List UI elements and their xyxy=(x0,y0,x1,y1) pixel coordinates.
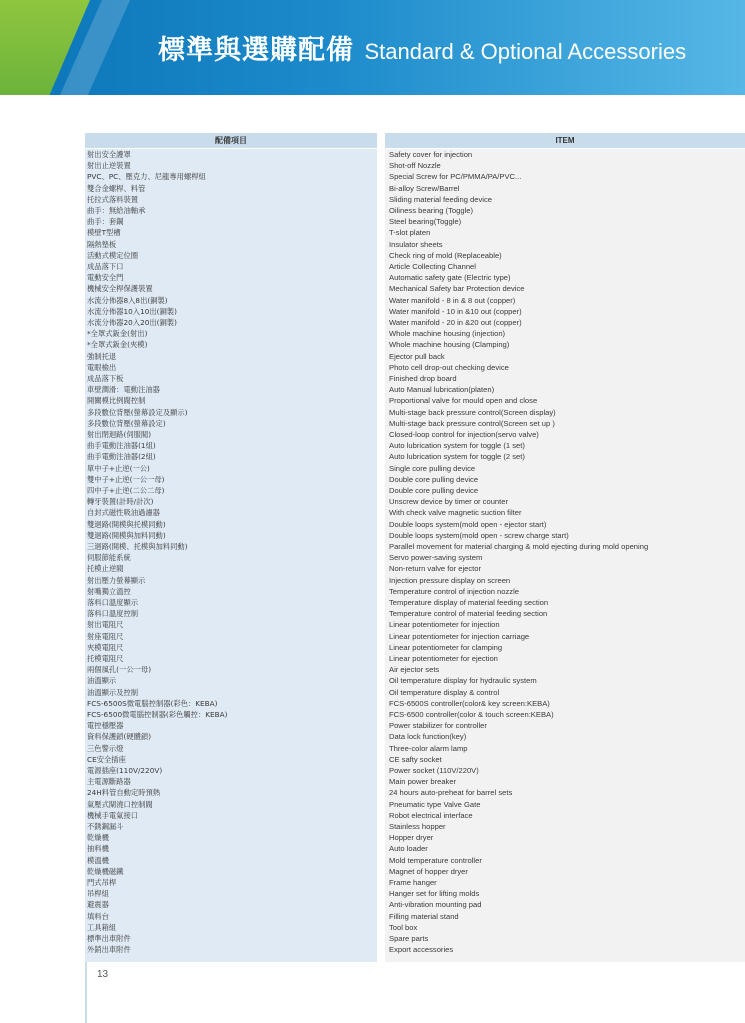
item-name-zh: 兩個風孔(一公一母) xyxy=(87,665,152,675)
table-row xyxy=(85,821,745,832)
item-name-en: Sliding material feeding device xyxy=(389,194,492,204)
item-name-zh: 曲手：無給油軸承 xyxy=(87,206,146,215)
item-name-zh: 主電源斷路器 xyxy=(87,777,131,787)
item-name-en: Export accessories xyxy=(389,945,454,955)
item-name-zh: 電眼檢出 xyxy=(87,362,117,372)
item-name-zh: 活動式模定位圈 xyxy=(87,250,139,260)
item-name-en: Spare parts xyxy=(389,934,429,943)
item-name-zh: 射出止逆裝置 xyxy=(87,161,131,171)
item-name-zh: 不銹鋼漏斗 xyxy=(87,822,124,831)
item-name-zh: 油溫顯示及控制 xyxy=(87,687,139,697)
item-name-zh: 四中子+止逆(二公二母) xyxy=(87,486,165,495)
item-name-en: Water manifold - 20 in &20 out (copper) xyxy=(389,318,522,327)
item-name-zh: FCS-6500微電腦控制器(彩色觸控：KEBA) xyxy=(87,710,228,719)
table-row xyxy=(85,619,745,630)
item-name-en: Special Screw for PC/PMMA/PA/PVC... xyxy=(389,172,522,182)
table-row xyxy=(85,451,745,462)
item-name-zh: 雙中子+止逆(一公一母) xyxy=(87,474,165,484)
item-name-zh: 射嘴獨立溫控 xyxy=(87,586,131,596)
table-row xyxy=(85,519,745,530)
item-name-zh: 托模電阻尺 xyxy=(87,654,124,663)
item-name-zh: 車壁潤滑：電動注油器 xyxy=(87,385,160,395)
item-name-zh: CE安全插座 xyxy=(87,754,126,764)
header-banner xyxy=(0,0,745,95)
item-name-zh: 落料口溫度顯示 xyxy=(87,598,139,607)
table-row xyxy=(85,328,745,339)
item-name-en: Filling material stand xyxy=(389,911,459,921)
item-name-en: T-slot platen xyxy=(389,228,431,238)
table-row xyxy=(85,944,745,955)
item-name-zh: *全罩式鈑金(射出) xyxy=(87,329,148,339)
item-name-zh: 標準出車附件 xyxy=(87,934,131,943)
item-name-en: Double loops system(mold open - screw charge start) xyxy=(389,530,569,540)
table-row xyxy=(85,418,745,429)
item-name-en: Water manifold - 8 in & 8 out (copper) xyxy=(389,295,516,305)
item-name-en: Automatic safety gate (Electric type) xyxy=(389,273,511,283)
table-row xyxy=(85,631,745,642)
item-name-en: Non-return valve for ejector xyxy=(389,564,482,574)
header-item-zh: 配備項目 xyxy=(85,133,377,148)
item-name-en: 24 hours auto-preheat for barrel sets xyxy=(389,788,513,798)
header-item-en: ITEM xyxy=(385,133,745,148)
table-row xyxy=(85,787,745,798)
item-name-zh: 成品落下板 xyxy=(87,374,124,383)
item-name-en: Insulator sheets xyxy=(389,239,443,249)
item-name-zh: 雙迴路(開模與托模同動) xyxy=(87,519,166,529)
item-name-en: Frame hanger xyxy=(389,878,437,887)
item-name-zh: 射出安全護罩 xyxy=(87,150,131,159)
table-row xyxy=(85,306,745,317)
item-name-zh: 機械安全桿保護裝置 xyxy=(87,284,153,294)
table-row xyxy=(85,597,745,608)
item-name-en: Temperature control of injection nozzle xyxy=(389,586,520,596)
item-name-en: Double core pulling device xyxy=(389,486,479,495)
table-row xyxy=(85,429,745,440)
item-name-zh: 射出閉迴路(伺服閥) xyxy=(87,430,152,439)
table-row xyxy=(85,586,745,597)
item-name-en: Multi-stage back pressure control(Screen display) xyxy=(389,407,556,417)
item-name-zh: 門式吊桿 xyxy=(87,878,117,887)
item-name-zh: 三迴路(開模、托模與加料同動) xyxy=(87,542,188,551)
item-name-en: Temperature display of material feeding section xyxy=(389,598,549,607)
table-row xyxy=(85,362,745,373)
table-row xyxy=(85,810,745,821)
item-name-zh: 落料口溫度控制 xyxy=(87,609,139,619)
table-row xyxy=(85,507,745,518)
item-name-en: Mold temperature controller xyxy=(389,855,482,865)
item-name-en: Ejector pull back xyxy=(389,351,445,361)
item-name-en: Hanger set for lifting molds xyxy=(389,889,480,899)
item-name-en: Linear potentiometer for clamping xyxy=(389,642,503,652)
table-row xyxy=(85,373,745,384)
table-row xyxy=(85,687,745,698)
table-row xyxy=(85,283,745,294)
table-row xyxy=(85,575,745,586)
table-row xyxy=(85,171,745,182)
item-name-zh: FCS-6500S微電腦控制器(彩色：KEBA) xyxy=(87,698,218,708)
item-name-zh: 電源插座(110V/220V) xyxy=(87,766,163,775)
item-name-en: Bi-alloy Screw/Barrel xyxy=(389,183,460,193)
item-name-en: Stainless hopper xyxy=(389,822,446,831)
item-name-zh: 自封式磁性吸油過濾器 xyxy=(87,508,160,518)
item-name-zh: 曲手電動注油器(1組) xyxy=(87,441,156,451)
item-name-zh: *全罩式鈑金(夾模) xyxy=(87,340,148,350)
item-name-zh: 乾燥機磁鐵 xyxy=(87,866,124,876)
table-row xyxy=(85,832,745,843)
item-name-en: Auto Manual lubrication(platen) xyxy=(389,385,495,395)
table-row xyxy=(85,843,745,854)
item-name-en: Hopper dryer xyxy=(389,833,434,843)
item-name-zh: 資料保護鎖(硬體鎖) xyxy=(87,732,152,742)
table-row xyxy=(85,675,745,686)
item-name-zh: 曲手：套鋼 xyxy=(87,217,124,227)
item-name-en: Power socket (110V/220V) xyxy=(389,766,479,775)
table-row xyxy=(85,776,745,787)
table-row xyxy=(85,239,745,250)
table-row xyxy=(85,933,745,944)
page-title-en: Standard & Optional Accessories xyxy=(364,39,687,64)
item-name-zh: 射出壓力螢幕顯示 xyxy=(87,575,146,585)
item-name-en: Auto lubrication system for toggle (2 set) xyxy=(389,452,525,462)
table-row xyxy=(85,194,745,205)
table-row xyxy=(85,855,745,866)
table-row xyxy=(85,720,745,731)
item-name-en: Auto lubrication system for toggle (1 set) xyxy=(389,441,525,451)
table-row xyxy=(85,698,745,709)
table-row xyxy=(85,541,745,552)
item-name-zh: 抽料機 xyxy=(87,844,109,854)
item-name-zh: 雙迴路(開模與加料同動) xyxy=(87,530,166,540)
item-name-zh: 外銷出車附件 xyxy=(87,945,131,955)
accessories-table xyxy=(85,133,745,962)
table-row xyxy=(85,799,745,810)
item-name-zh: 24H料管自動定時預熱 xyxy=(87,788,161,798)
item-name-zh: 工具箱組 xyxy=(87,922,117,932)
item-name-zh: 多段數位背壓(螢幕設定及顯示) xyxy=(87,407,188,417)
item-name-zh: 水流分佈器10入10出(銅製) xyxy=(87,306,177,316)
item-name-en: Air ejector sets xyxy=(389,665,440,675)
item-name-zh: 乾燥機 xyxy=(87,833,109,843)
item-name-zh: 夾模電阻尺 xyxy=(87,642,124,652)
table-header xyxy=(85,133,745,148)
item-name-en: Check ring of mold (Replaceable) xyxy=(389,250,502,260)
table-row xyxy=(85,530,745,541)
item-name-zh: PVC、PC、壓克力、尼龍專用螺桿組 xyxy=(87,172,206,182)
item-name-en: Main power breaker xyxy=(389,777,457,787)
table-row xyxy=(85,496,745,507)
item-name-en: With check valve magnetic suction filter xyxy=(389,508,522,518)
item-name-zh: 水流分佈器8入8出(銅製) xyxy=(87,295,168,305)
item-name-zh: 機械手電氣接口 xyxy=(87,810,139,820)
item-name-zh: 雙合金螺桿、料管 xyxy=(87,183,146,193)
table-row xyxy=(85,731,745,742)
item-name-zh: 模壁T型槽 xyxy=(87,228,121,238)
item-name-en: Oiliness bearing (Toggle) xyxy=(389,206,473,215)
table-row xyxy=(85,317,745,328)
table-row xyxy=(85,866,745,877)
item-name-en: Servo power-saving system xyxy=(389,553,483,563)
page-number-rule xyxy=(85,962,87,1023)
item-name-zh: 多段數位背壓(螢幕設定) xyxy=(87,418,166,428)
item-name-en: FCS-6500S controller(color& key screen:KEBA) xyxy=(389,698,550,708)
item-name-en: Injection pressure display on screen xyxy=(389,575,511,585)
item-name-en: Shot-off Nozzle xyxy=(389,161,441,171)
item-name-en: Closed-loop control for injection(servo valve) xyxy=(389,430,539,439)
item-name-zh: 氣壓式閘澆口控制閥 xyxy=(87,799,153,809)
item-name-zh: 開關模比例閥控制 xyxy=(87,396,146,406)
item-name-zh: 水流分佈器20入20出(銅製) xyxy=(87,318,177,327)
table-row xyxy=(85,922,745,933)
item-name-en: Temperature control of material feeding section xyxy=(389,609,548,619)
table-row xyxy=(85,485,745,496)
table-row xyxy=(85,261,745,272)
item-name-zh: 托拉式落料裝置 xyxy=(87,194,139,204)
item-name-zh: 伺服節能系統 xyxy=(87,553,131,563)
table-row xyxy=(85,205,745,216)
table-row xyxy=(85,351,745,362)
table-row xyxy=(85,149,745,160)
item-name-en: Whole machine housing (injection) xyxy=(389,329,506,339)
item-name-zh: 電控穩壓器 xyxy=(87,721,124,731)
item-name-en: Safety cover for injection xyxy=(389,150,473,159)
item-name-en: Robot electrical interface xyxy=(389,810,473,820)
table-row xyxy=(85,395,745,406)
page-title-zh: 標準與選購配備 xyxy=(158,35,354,66)
item-name-zh: 曲手電動注油器(2組) xyxy=(87,452,156,462)
table-row xyxy=(85,463,745,474)
item-name-zh: 強制托退 xyxy=(87,351,117,361)
item-name-zh: 成品落下口 xyxy=(87,262,124,271)
item-name-en: Double core pulling device xyxy=(389,474,479,484)
table-row xyxy=(85,272,745,283)
item-name-zh: 避震器 xyxy=(87,900,109,910)
item-name-en: Linear potentiometer for injection xyxy=(389,620,500,630)
table-row xyxy=(85,384,745,395)
table-row xyxy=(85,899,745,910)
item-name-zh: 托模止逆閥 xyxy=(87,564,124,574)
table-row xyxy=(85,877,745,888)
item-name-zh: 三色警示燈 xyxy=(87,743,124,753)
item-name-en: Steel bearing(Toggle) xyxy=(389,217,462,227)
table-row xyxy=(85,250,745,261)
item-name-zh: 隔熱墊板 xyxy=(87,239,117,249)
item-name-en: Three-color alarm lamp xyxy=(389,743,468,753)
item-name-en: Double loops system(mold open - ejector start) xyxy=(389,519,547,529)
item-name-zh: 吊桿組 xyxy=(87,889,109,899)
item-name-en: Linear potentiometer for injection carriage xyxy=(389,631,530,641)
item-name-zh: 填料台 xyxy=(87,911,109,921)
item-name-zh: 單中子+止逆(一公) xyxy=(87,463,150,473)
item-name-en: Unscrew device by timer or counter xyxy=(389,497,509,507)
table-row xyxy=(85,653,745,664)
table-row xyxy=(85,407,745,418)
table-row xyxy=(85,664,745,675)
table-row xyxy=(85,295,745,306)
item-name-en: CE safty socket xyxy=(389,754,442,764)
item-name-en: Water manifold - 10 in &10 out (copper) xyxy=(389,306,522,316)
item-name-en: Linear potentiometer for ejection xyxy=(389,654,498,663)
table-row xyxy=(85,552,745,563)
page-title xyxy=(158,28,686,67)
table-row xyxy=(85,888,745,899)
item-name-en: Finished drop board xyxy=(389,374,457,383)
item-name-en: Anti-vibration mounting pad xyxy=(389,900,482,910)
item-name-en: Multi-stage back pressure control(Screen set up ) xyxy=(389,418,555,428)
table-row xyxy=(85,743,745,754)
page-number: 13 xyxy=(97,969,109,980)
item-name-en: Whole machine housing (Clamping) xyxy=(389,340,510,350)
item-name-en: Single core pulling device xyxy=(389,463,476,473)
item-name-en: Tool box xyxy=(389,922,418,932)
table-row xyxy=(85,608,745,619)
item-name-en: Oil temperature display & control xyxy=(389,687,500,697)
item-name-zh: 油溫顯示 xyxy=(87,676,117,686)
table-row xyxy=(85,765,745,776)
item-name-en: Parallel movement for material charging & mold ejecting during mold opening xyxy=(389,542,649,551)
item-name-zh: 模溫機 xyxy=(87,855,109,865)
table-row xyxy=(85,440,745,451)
item-name-en: Proportional valve for mould open and close xyxy=(389,396,538,406)
item-name-en: Mechanical Safety bar Protection device xyxy=(389,284,525,294)
item-name-en: Data lock function(key) xyxy=(389,732,467,742)
table-row xyxy=(85,474,745,485)
item-name-en: Photo cell drop-out checking device xyxy=(389,362,509,372)
item-name-en: FCS-6500 controller(color & touch screen:KEBA) xyxy=(389,710,554,719)
table-row xyxy=(85,227,745,238)
item-name-en: Article Collecting Channel xyxy=(389,262,476,271)
table-row xyxy=(85,183,745,194)
table-row xyxy=(85,339,745,350)
table-row xyxy=(85,160,745,171)
item-name-zh: 射出電阻尺 xyxy=(87,620,124,630)
item-name-zh: 電動安全門 xyxy=(87,273,124,283)
table-row xyxy=(85,754,745,765)
item-name-en: Auto loader xyxy=(389,844,428,854)
item-name-zh: 射座電阻尺 xyxy=(87,631,124,641)
table-row xyxy=(85,642,745,653)
item-name-zh: 轉牙裝置(計時/計次) xyxy=(87,497,154,507)
table-row xyxy=(85,911,745,922)
item-name-en: Oil temperature display for hydraulic system xyxy=(389,676,537,686)
table-row xyxy=(85,709,745,720)
item-name-en: Magnet of hopper dryer xyxy=(389,866,468,876)
table-row xyxy=(85,216,745,227)
item-name-en: Pneumatic type Valve Gate xyxy=(389,799,481,809)
item-name-en: Power stabilizer for controller xyxy=(389,721,487,731)
table-row xyxy=(85,563,745,574)
